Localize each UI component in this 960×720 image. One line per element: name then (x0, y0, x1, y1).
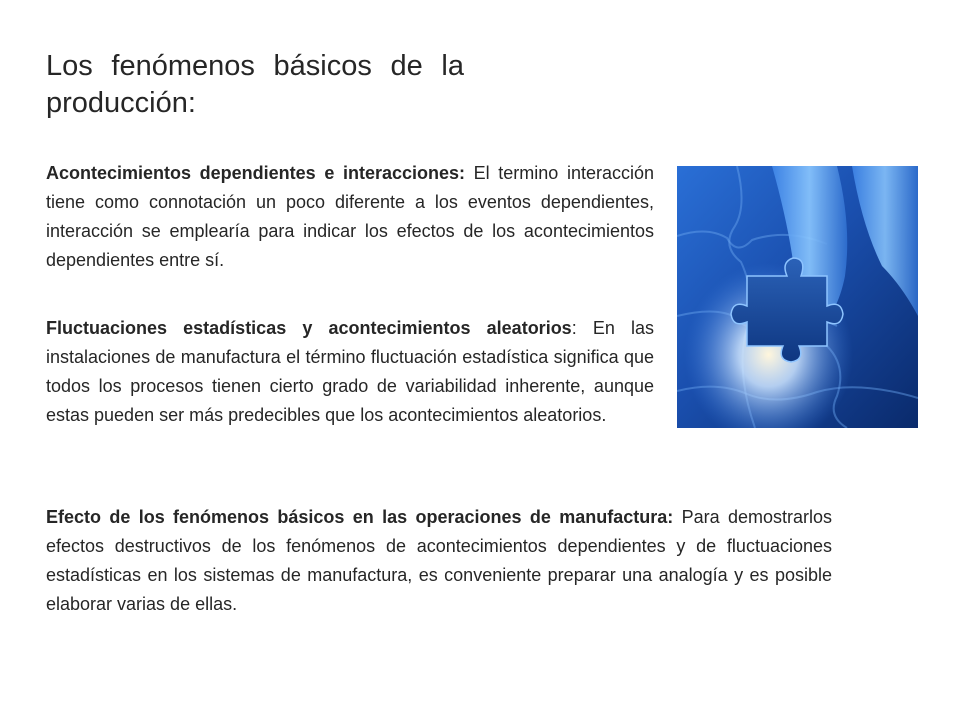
paragraph-dependent-events (46, 159, 654, 275)
paragraph-heading: Acontecimientos dependientes e interacciones: (46, 163, 466, 183)
paragraph-body: Para demostrarlos efectos destructivos de los fenómenos de acontecimientos dependientes y de fluctuaciones estadísticas en los sistemas de manufactura, es conveniente preparar una analogía y es posible elaborar varias de ellas. (46, 507, 832, 614)
paragraph-body: : En las instalaciones de manufactura el término fluctuación estadística significa que todos los procesos tienen cierto grado de variabilidad inherente, aunque estas pueden ser más predecibles que los acontecimientos aleatorios. (46, 318, 654, 425)
slide-title: Los fenómenos básicos de la producción: (46, 50, 464, 119)
puzzle-photo (677, 166, 918, 428)
paragraph-statistical-fluctuations (46, 314, 654, 430)
paragraph-heading: Efecto de los fenómenos básicos en las operaciones de manufactura: (46, 507, 674, 527)
paragraph-body: El termino interacción tiene como connotación un poco diferente a los eventos dependientes, interacción se emplearía para indicar los efectos de los acontecimientos dependientes entre sí. (46, 163, 654, 270)
paragraph-heading: Fluctuaciones estadísticas y acontecimientos aleatorios (46, 318, 572, 338)
paragraph-effects-on-manufacturing (46, 503, 832, 619)
